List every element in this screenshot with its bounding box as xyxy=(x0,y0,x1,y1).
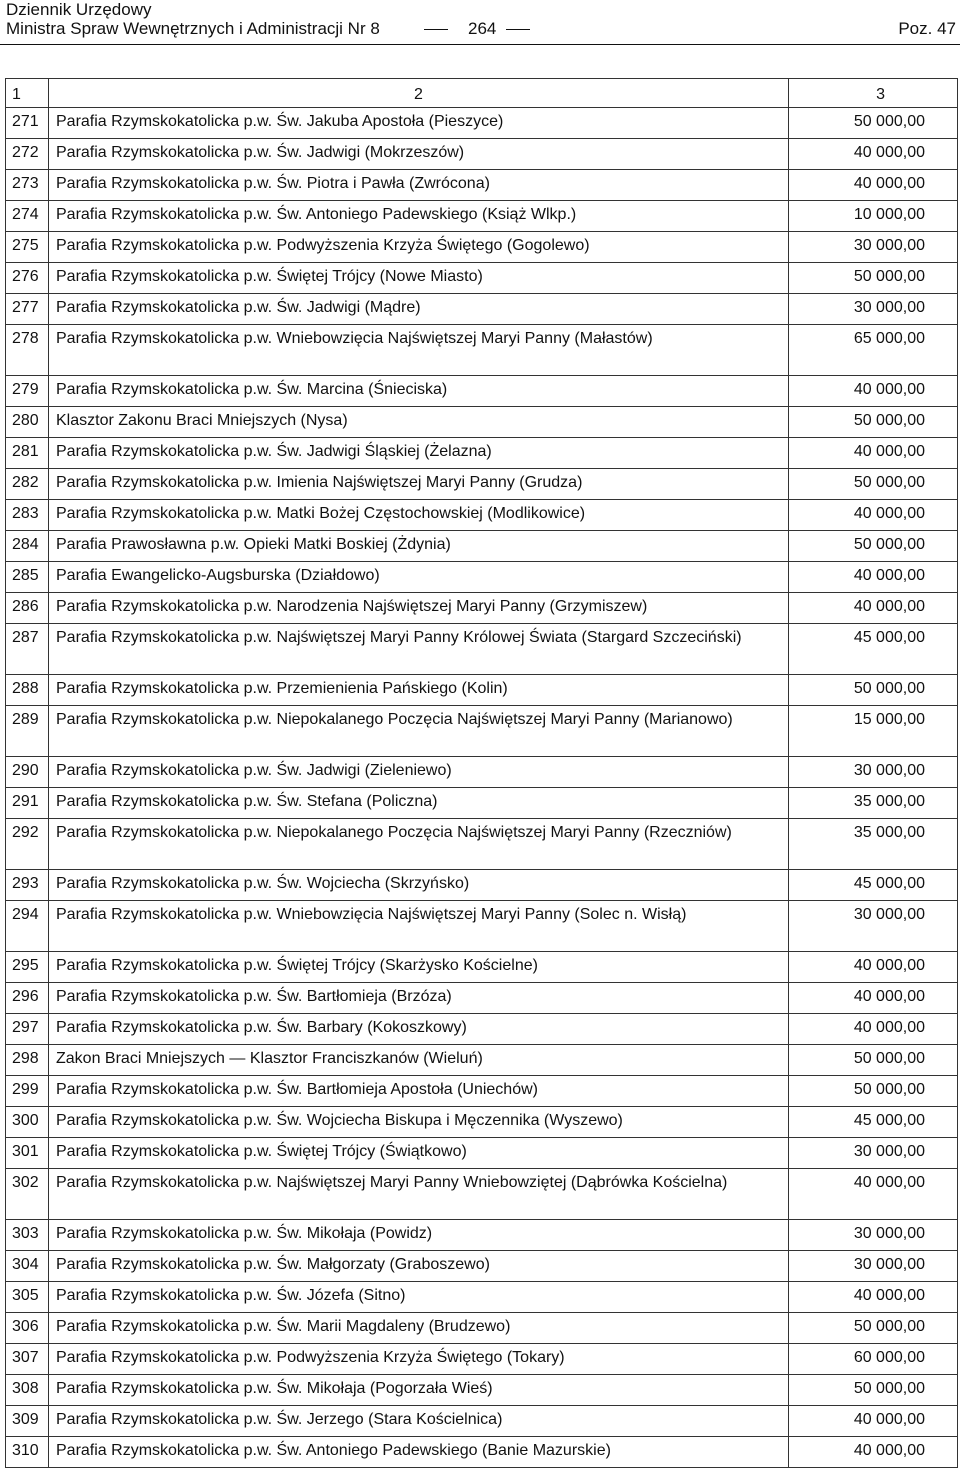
row-amount: 30 000,00 xyxy=(789,757,958,788)
row-name: Parafia Rzymskokatolicka p.w. Św. Jakuba Apostoła (Pieszyce) xyxy=(49,108,789,139)
row-amount: 30 000,00 xyxy=(789,294,958,325)
row-number: 295 xyxy=(6,952,49,983)
row-amount: 65 000,00 xyxy=(789,325,958,376)
row-number: 285 xyxy=(6,562,49,593)
table-row xyxy=(6,870,958,901)
row-amount: 45 000,00 xyxy=(789,870,958,901)
row-amount: 45 000,00 xyxy=(789,1107,958,1138)
row-amount: 40 000,00 xyxy=(789,983,958,1014)
row-name: Parafia Rzymskokatolicka p.w. Św. Wojciecha Biskupa i Męczennika (Wyszewo) xyxy=(49,1107,789,1138)
row-name: Parafia Rzymskokatolicka p.w. Świętej Trójcy (Świątkowo) xyxy=(49,1138,789,1169)
row-number: 298 xyxy=(6,1045,49,1076)
table-row xyxy=(6,108,958,139)
table-row xyxy=(6,1437,958,1468)
row-amount: 40 000,00 xyxy=(789,562,958,593)
row-number: 289 xyxy=(6,706,49,757)
row-name: Parafia Rzymskokatolicka p.w. Św. Stefana (Policzna) xyxy=(49,788,789,819)
table-row xyxy=(6,675,958,706)
row-name: Parafia Rzymskokatolicka p.w. Podwyższenia Krzyża Świętego (Tokary) xyxy=(49,1344,789,1375)
row-number: 310 xyxy=(6,1437,49,1468)
table-row xyxy=(6,983,958,1014)
row-number: 297 xyxy=(6,1014,49,1045)
table-row xyxy=(6,1406,958,1437)
row-name: Parafia Rzymskokatolicka p.w. Świętej Trójcy (Skarżysko Kościelne) xyxy=(49,952,789,983)
row-number: 274 xyxy=(6,201,49,232)
table-row xyxy=(6,232,958,263)
table-row xyxy=(6,706,958,757)
row-number: 286 xyxy=(6,593,49,624)
column-header-1: 1 xyxy=(6,79,49,108)
row-number: 296 xyxy=(6,983,49,1014)
row-amount: 40 000,00 xyxy=(789,952,958,983)
table-row xyxy=(6,407,958,438)
row-name: Parafia Rzymskokatolicka p.w. Najświętszej Maryi Panny Wniebowziętej (Dąbrówka Kościelna) xyxy=(49,1169,789,1220)
row-amount: 40 000,00 xyxy=(789,1169,958,1220)
table-row xyxy=(6,139,958,170)
table-row xyxy=(6,294,958,325)
row-number: 277 xyxy=(6,294,49,325)
row-name: Parafia Rzymskokatolicka p.w. Św. Marii Magdaleny (Brudzewo) xyxy=(49,1313,789,1344)
position-number: Poz. 47 xyxy=(898,19,956,38)
row-number: 294 xyxy=(6,901,49,952)
row-number: 290 xyxy=(6,757,49,788)
row-number: 291 xyxy=(6,788,49,819)
table-row xyxy=(6,170,958,201)
row-name: Parafia Rzymskokatolicka p.w. Niepokalanego Poczęcia Najświętszej Maryi Panny (Rzeczniów) xyxy=(49,819,789,870)
table-row xyxy=(6,1014,958,1045)
table-row xyxy=(6,1282,958,1313)
row-name: Parafia Rzymskokatolicka p.w. Imienia Najświętszej Maryi Panny (Grudza) xyxy=(49,469,789,500)
row-number: 302 xyxy=(6,1169,49,1220)
table-row xyxy=(6,901,958,952)
table-row xyxy=(6,952,958,983)
row-number: 273 xyxy=(6,170,49,201)
row-number: 288 xyxy=(6,675,49,706)
row-number: 275 xyxy=(6,232,49,263)
header-divider xyxy=(0,44,960,45)
row-number: 280 xyxy=(6,407,49,438)
table-row xyxy=(6,376,958,407)
table-row xyxy=(6,1375,958,1406)
row-name: Parafia Rzymskokatolicka p.w. Św. Jadwigi Śląskiej (Żelazna) xyxy=(49,438,789,469)
row-amount: 10 000,00 xyxy=(789,201,958,232)
row-amount: 50 000,00 xyxy=(789,531,958,562)
table-row xyxy=(6,1313,958,1344)
table-row xyxy=(6,201,958,232)
row-name: Parafia Rzymskokatolicka p.w. Św. Mikołaja (Pogorzała Wieś) xyxy=(49,1375,789,1406)
table-row xyxy=(6,562,958,593)
row-number: 293 xyxy=(6,870,49,901)
row-amount: 50 000,00 xyxy=(789,108,958,139)
row-number: 272 xyxy=(6,139,49,170)
row-name: Parafia Rzymskokatolicka p.w. Św. Józefa (Sitno) xyxy=(49,1282,789,1313)
row-number: 284 xyxy=(6,531,49,562)
row-amount: 60 000,00 xyxy=(789,1344,958,1375)
row-name: Zakon Braci Mniejszych — Klasztor Franciszkanów (Wieluń) xyxy=(49,1045,789,1076)
row-number: 281 xyxy=(6,438,49,469)
table-row xyxy=(6,757,958,788)
row-name: Parafia Rzymskokatolicka p.w. Św. Małgorzaty (Graboszewo) xyxy=(49,1251,789,1282)
row-name: Parafia Rzymskokatolicka p.w. Św. Mikołaja (Powidz) xyxy=(49,1220,789,1251)
row-number: 276 xyxy=(6,263,49,294)
row-number: 301 xyxy=(6,1138,49,1169)
row-name: Parafia Rzymskokatolicka p.w. Św. Antoniego Padewskiego (Banie Mazurskie) xyxy=(49,1437,789,1468)
table-row xyxy=(6,469,958,500)
row-amount: 50 000,00 xyxy=(789,1076,958,1107)
row-number: 278 xyxy=(6,325,49,376)
row-number: 292 xyxy=(6,819,49,870)
row-name: Parafia Rzymskokatolicka p.w. Matki Bożej Częstochowskiej (Modlikowice) xyxy=(49,500,789,531)
row-name: Parafia Rzymskokatolicka p.w. Św. Marcina (Śnieciska) xyxy=(49,376,789,407)
row-amount: 15 000,00 xyxy=(789,706,958,757)
row-amount: 50 000,00 xyxy=(789,675,958,706)
row-number: 309 xyxy=(6,1406,49,1437)
table-row xyxy=(6,438,958,469)
row-name: Parafia Rzymskokatolicka p.w. Podwyższenia Krzyża Świętego (Gogolewo) xyxy=(49,232,789,263)
funding-table xyxy=(5,78,958,1468)
row-name: Parafia Rzymskokatolicka p.w. Św. Piotra i Pawła (Zwrócona) xyxy=(49,170,789,201)
row-name: Parafia Ewangelicko-Augsburska (Działdowo) xyxy=(49,562,789,593)
row-number: 305 xyxy=(6,1282,49,1313)
row-amount: 40 000,00 xyxy=(789,1437,958,1468)
row-name: Parafia Rzymskokatolicka p.w. Św. Jerzego (Stara Kościelnica) xyxy=(49,1406,789,1437)
row-number: 279 xyxy=(6,376,49,407)
row-amount: 40 000,00 xyxy=(789,1282,958,1313)
row-name: Parafia Rzymskokatolicka p.w. Niepokalanego Poczęcia Najświętszej Maryi Panny (Marianowo) xyxy=(49,706,789,757)
row-name: Parafia Rzymskokatolicka p.w. Wniebowzięcia Najświętszej Maryi Panny (Małastów) xyxy=(49,325,789,376)
table-row xyxy=(6,325,958,376)
row-amount: 40 000,00 xyxy=(789,170,958,201)
page-header xyxy=(6,0,956,40)
table-row xyxy=(6,1251,958,1282)
row-name: Parafia Rzymskokatolicka p.w. Św. Wojciecha (Skrzyńsko) xyxy=(49,870,789,901)
table-row xyxy=(6,593,958,624)
column-header-3: 3 xyxy=(789,79,958,108)
table-row xyxy=(6,531,958,562)
row-number: 282 xyxy=(6,469,49,500)
row-amount: 50 000,00 xyxy=(789,263,958,294)
row-number: 306 xyxy=(6,1313,49,1344)
row-number: 307 xyxy=(6,1344,49,1375)
row-name: Parafia Rzymskokatolicka p.w. Narodzenia Najświętszej Maryi Panny (Grzymiszew) xyxy=(49,593,789,624)
row-amount: 30 000,00 xyxy=(789,1220,958,1251)
row-name: Parafia Rzymskokatolicka p.w. Świętej Trójcy (Nowe Miasto) xyxy=(49,263,789,294)
row-amount: 50 000,00 xyxy=(789,469,958,500)
row-amount: 30 000,00 xyxy=(789,1251,958,1282)
row-number: 283 xyxy=(6,500,49,531)
issuer-line: Ministra Spraw Wewnętrznych i Administracji Nr 8 xyxy=(6,19,380,38)
row-name: Parafia Rzymskokatolicka p.w. Św. Bartłomieja Apostoła (Uniechów) xyxy=(49,1076,789,1107)
row-number: 303 xyxy=(6,1220,49,1251)
row-number: 299 xyxy=(6,1076,49,1107)
row-amount: 40 000,00 xyxy=(789,1406,958,1437)
row-amount: 35 000,00 xyxy=(789,788,958,819)
column-header-2: 2 xyxy=(49,79,789,108)
row-number: 304 xyxy=(6,1251,49,1282)
row-amount: 35 000,00 xyxy=(789,819,958,870)
row-number: 300 xyxy=(6,1107,49,1138)
table-row xyxy=(6,788,958,819)
row-number: 308 xyxy=(6,1375,49,1406)
row-amount: 30 000,00 xyxy=(789,901,958,952)
table-row xyxy=(6,1169,958,1220)
table-row xyxy=(6,1220,958,1251)
row-amount: 40 000,00 xyxy=(789,500,958,531)
row-amount: 50 000,00 xyxy=(789,1375,958,1406)
row-name: Parafia Rzymskokatolicka p.w. Wniebowzięcia Najświętszej Maryi Panny (Solec n. Wisłą) xyxy=(49,901,789,952)
row-amount: 40 000,00 xyxy=(789,139,958,170)
row-name: Parafia Rzymskokatolicka p.w. Św. Bartłomieja (Brzóza) xyxy=(49,983,789,1014)
journal-title: Dziennik Urzędowy xyxy=(6,0,152,19)
table-row xyxy=(6,624,958,675)
row-name: Parafia Prawosławna p.w. Opieki Matki Boskiej (Żdynia) xyxy=(49,531,789,562)
row-name: Klasztor Zakonu Braci Mniejszych (Nysa) xyxy=(49,407,789,438)
page-number: 264 xyxy=(468,19,497,38)
table-row xyxy=(6,1344,958,1375)
row-name: Parafia Rzymskokatolicka p.w. Św. Jadwigi (Mądre) xyxy=(49,294,789,325)
row-name: Parafia Rzymskokatolicka p.w. Przemienienia Pańskiego (Kolin) xyxy=(49,675,789,706)
row-amount: 40 000,00 xyxy=(789,376,958,407)
row-amount: 40 000,00 xyxy=(789,438,958,469)
row-name: Parafia Rzymskokatolicka p.w. Św. Barbary (Kokoszkowy) xyxy=(49,1014,789,1045)
row-amount: 30 000,00 xyxy=(789,1138,958,1169)
row-name: Parafia Rzymskokatolicka p.w. Św. Jadwigi (Zieleniewo) xyxy=(49,757,789,788)
row-amount: 50 000,00 xyxy=(789,407,958,438)
row-name: Parafia Rzymskokatolicka p.w. Najświętszej Maryi Panny Królowej Świata (Stargard Szczeciński) xyxy=(49,624,789,675)
table-header-row xyxy=(6,79,958,108)
row-amount: 40 000,00 xyxy=(789,1014,958,1045)
table-row xyxy=(6,1045,958,1076)
row-amount: 30 000,00 xyxy=(789,232,958,263)
row-amount: 50 000,00 xyxy=(789,1045,958,1076)
row-name: Parafia Rzymskokatolicka p.w. Św. Antoniego Padewskiego (Książ Wlkp.) xyxy=(49,201,789,232)
row-number: 271 xyxy=(6,108,49,139)
dash-right xyxy=(506,29,530,30)
row-amount: 50 000,00 xyxy=(789,1313,958,1344)
table-row xyxy=(6,1107,958,1138)
row-amount: 40 000,00 xyxy=(789,593,958,624)
table-row xyxy=(6,1138,958,1169)
row-amount: 45 000,00 xyxy=(789,624,958,675)
table-row xyxy=(6,263,958,294)
table-row xyxy=(6,819,958,870)
row-name: Parafia Rzymskokatolicka p.w. Św. Jadwigi (Mokrzeszów) xyxy=(49,139,789,170)
row-number: 287 xyxy=(6,624,49,675)
table-row xyxy=(6,1076,958,1107)
table-row xyxy=(6,500,958,531)
dash-left xyxy=(424,29,448,30)
